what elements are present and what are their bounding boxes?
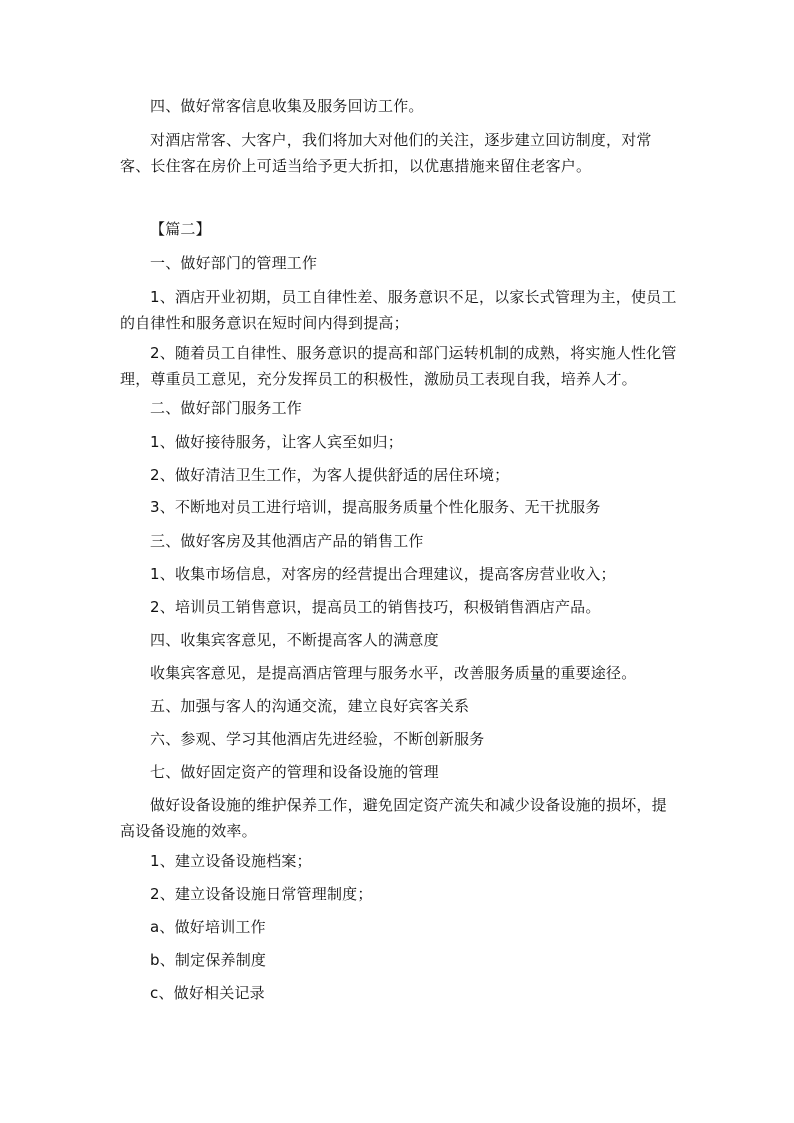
service-item-3: 3、不断地对员工进行培训，提高服务质量个性化服务、无干扰服务 xyxy=(150,498,601,516)
sales-item-1: 1、收集市场信息，对客房的经营提出合理建议，提高客房营业收入； xyxy=(150,565,616,583)
heading-guest-communication: 五、加强与客人的沟通交流，建立良好宾客关系 xyxy=(150,697,470,715)
service-item-1: 1、做好接待服务，让客人宾至如归； xyxy=(150,433,403,451)
subitem-b: b、制定保养制度 xyxy=(150,951,267,969)
heading-guest-feedback: 四、收集宾客意见，不断提高客人的满意度 xyxy=(150,631,439,649)
paragraph-management-item-2: 2、随着员工自律性、服务意识的提高和部门运转机制的成熟，将实施人性化管理，尊重员工意见，充分发挥员工的积极性，激励员工表现自我，培养人才。 xyxy=(120,344,677,388)
equipment-item-2: 2、建立设备设施日常管理制度； xyxy=(150,885,373,903)
part-two-title: 【篇二】 xyxy=(150,220,211,238)
heading-department-management: 一、做好部门的管理工作 xyxy=(150,254,318,272)
service-item-2: 2、做好清洁卫生工作，为客人提供舒适的居住环境； xyxy=(150,466,510,484)
heading-asset-management: 七、做好固定资产的管理和设备设施的管理 xyxy=(150,763,439,781)
paragraph-management-item-1: 1、酒店开业初期，员工自律性差、服务意识不足，以家长式管理为主，使员工的自律性和服务意识在短时间内得到提高； xyxy=(120,288,677,332)
paragraph-equipment-maintenance: 做好设备设施的维护保养工作，避免固定资产流失和减少设备设施的损坏，提高设备设施的效率。 xyxy=(120,796,667,840)
equipment-item-1: 1、建立设备设施档案； xyxy=(150,852,312,870)
paragraph-regular-guests: 对酒店常客、大客户，我们将加大对他们的关注，逐步建立回访制度，对常客、长住客在房价上可适当给予更大折扣，以优惠措施来留住老客户。 xyxy=(120,131,652,175)
heading-sales-work: 三、做好客房及其他酒店产品的销售工作 xyxy=(150,532,424,550)
subitem-a: a、做好培训工作 xyxy=(150,918,266,936)
heading-regular-guest-followup: 四、做好常客信息收集及服务回访工作。 xyxy=(150,97,424,115)
heading-learn-other-hotels: 六、参观、学习其他酒店先进经验，不断创新服务 xyxy=(150,730,485,748)
heading-department-service: 二、做好部门服务工作 xyxy=(150,399,303,417)
subitem-c: c、做好相关记录 xyxy=(150,984,265,1002)
paragraph-guest-feedback: 收集宾客意见，是提高酒店管理与服务水平，改善服务质量的重要途径。 xyxy=(150,664,637,682)
sales-item-2: 2、培训员工销售意识，提高员工的销售技巧，积极销售酒店产品。 xyxy=(150,598,601,616)
